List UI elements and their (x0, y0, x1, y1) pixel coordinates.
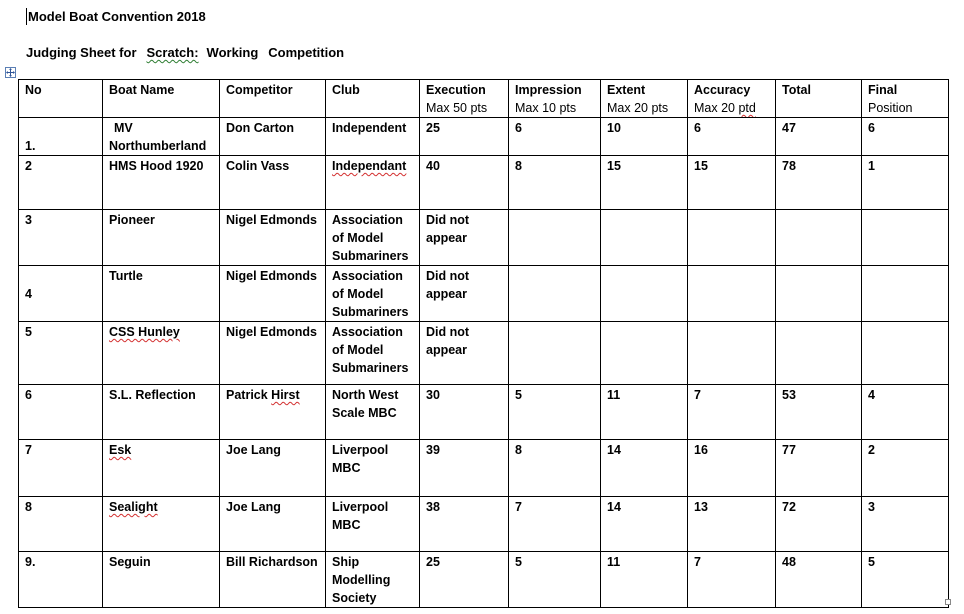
header-club: Club (326, 80, 420, 118)
header-row (19, 80, 949, 118)
cell-no: 3 (19, 210, 103, 266)
cell-execution: Did not appear (420, 322, 509, 385)
cell-impression: 8 (509, 156, 601, 210)
cell-no: 4 (19, 266, 103, 322)
cell-position: 2 (862, 440, 949, 497)
cell-position (862, 322, 949, 385)
cell-accuracy: 7 (688, 385, 776, 440)
cell-no: 9. (19, 552, 103, 608)
cell-club: Association of Model Submariners (326, 322, 420, 385)
cell-extent: 11 (601, 385, 688, 440)
table-row (19, 118, 949, 156)
header-no: No (19, 80, 103, 118)
cell-competitor: Joe Lang (220, 440, 326, 497)
cell-boat-name: Seguin (103, 552, 220, 608)
header-execution: Execution Max 50 pts (420, 80, 509, 118)
cell-no: 8 (19, 497, 103, 552)
table-row (19, 440, 949, 497)
cell-total: 53 (776, 385, 862, 440)
sheet-title-prefix: Judging Sheet for (26, 45, 137, 60)
cell-impression: 5 (509, 385, 601, 440)
cell-club: Independent (326, 118, 420, 156)
cell-boat-name: Esk (103, 440, 220, 497)
cell-impression: 5 (509, 552, 601, 608)
cell-extent: 11 (601, 552, 688, 608)
cell-execution: 25 (420, 552, 509, 608)
cell-accuracy: 6 (688, 118, 776, 156)
cell-execution: 30 (420, 385, 509, 440)
table-row (19, 266, 949, 322)
cell-boat-name: Turtle (103, 266, 220, 322)
cell-total: 47 (776, 118, 862, 156)
cell-impression (509, 210, 601, 266)
header-extent: Extent Max 20 pts (601, 80, 688, 118)
cell-boat-name: S.L. Reflection (103, 385, 220, 440)
cell-total: 48 (776, 552, 862, 608)
cell-total (776, 266, 862, 322)
header-final-position: Final Position (862, 80, 949, 118)
header-impression: Impression Max 10 pts (509, 80, 601, 118)
cell-no: 2 (19, 156, 103, 210)
cell-accuracy (688, 210, 776, 266)
cell-extent (601, 322, 688, 385)
cell-accuracy (688, 322, 776, 385)
cell-club: North West Scale MBC (326, 385, 420, 440)
table-row (19, 210, 949, 266)
cell-club: Independant (326, 156, 420, 210)
cell-position: 4 (862, 385, 949, 440)
cell-accuracy: 13 (688, 497, 776, 552)
cell-execution: 38 (420, 497, 509, 552)
cell-competitor: Colin Vass (220, 156, 326, 210)
cell-boat-name: MV Northumberland (103, 118, 220, 156)
table-row (19, 552, 949, 608)
cell-extent (601, 266, 688, 322)
cell-competitor: Nigel Edmonds (220, 322, 326, 385)
cell-position (862, 210, 949, 266)
cell-impression (509, 266, 601, 322)
cell-club: Association of Model Submariners (326, 210, 420, 266)
cell-position (862, 266, 949, 322)
header-accuracy: Accuracy Max 20 ptd (688, 80, 776, 118)
table-row (19, 322, 949, 385)
cell-impression: 6 (509, 118, 601, 156)
table-row (19, 156, 949, 210)
header-competitor: Competitor (220, 80, 326, 118)
cell-boat-name: CSS Hunley (103, 322, 220, 385)
cell-extent: 10 (601, 118, 688, 156)
sheet-title (26, 45, 344, 60)
cell-boat-name: Sealight (103, 497, 220, 552)
cell-club: Liverpool MBC (326, 497, 420, 552)
cell-competitor: Nigel Edmonds (220, 210, 326, 266)
table-move-handle-icon[interactable] (5, 67, 16, 78)
document-title: Model Boat Convention 2018 (28, 9, 206, 24)
cell-impression: 8 (509, 440, 601, 497)
cell-competitor: Don Carton (220, 118, 326, 156)
cell-no: 7 (19, 440, 103, 497)
cell-competitor: Patrick Hirst (220, 385, 326, 440)
cell-boat-name: Pioneer (103, 210, 220, 266)
cell-execution: Did not appear (420, 210, 509, 266)
cell-competitor: Nigel Edmonds (220, 266, 326, 322)
cell-execution: 39 (420, 440, 509, 497)
cell-accuracy: 15 (688, 156, 776, 210)
cell-position: 5 (862, 552, 949, 608)
cell-execution: Did not appear (420, 266, 509, 322)
header-boat-name: Boat Name (103, 80, 220, 118)
cell-extent: 14 (601, 440, 688, 497)
cell-impression (509, 322, 601, 385)
cell-competitor: Joe Lang (220, 497, 326, 552)
cell-impression: 7 (509, 497, 601, 552)
cell-extent: 15 (601, 156, 688, 210)
cell-extent: 14 (601, 497, 688, 552)
text-cursor (26, 8, 27, 25)
cell-execution: 25 (420, 118, 509, 156)
cell-total: 72 (776, 497, 862, 552)
cell-accuracy: 7 (688, 552, 776, 608)
cell-accuracy: 16 (688, 440, 776, 497)
cell-no: 1. (19, 118, 103, 156)
cell-total: 78 (776, 156, 862, 210)
cell-no: 5 (19, 322, 103, 385)
cell-position: 1 (862, 156, 949, 210)
cell-total (776, 322, 862, 385)
cell-accuracy (688, 266, 776, 322)
cell-extent (601, 210, 688, 266)
sheet-title-end: Competition (268, 45, 345, 60)
cell-total: 77 (776, 440, 862, 497)
cell-competitor: Bill Richardson (220, 552, 326, 608)
cell-total (776, 210, 862, 266)
cell-club: Ship Modelling Society (326, 552, 420, 608)
cell-club: Liverpool MBC (326, 440, 420, 497)
sheet-title-mid: Working (206, 45, 259, 60)
cell-execution: 40 (420, 156, 509, 210)
cell-position: 6 (862, 118, 949, 156)
table-row (19, 385, 949, 440)
sheet-title-category: Scratch: (146, 45, 199, 60)
judging-table (18, 79, 949, 608)
table-row (19, 497, 949, 552)
cell-boat-name: HMS Hood 1920 (103, 156, 220, 210)
cell-club: Association of Model Submariners (326, 266, 420, 322)
table-resize-handle[interactable] (945, 599, 951, 605)
cell-no: 6 (19, 385, 103, 440)
header-total: Total (776, 80, 862, 118)
cell-position: 3 (862, 497, 949, 552)
